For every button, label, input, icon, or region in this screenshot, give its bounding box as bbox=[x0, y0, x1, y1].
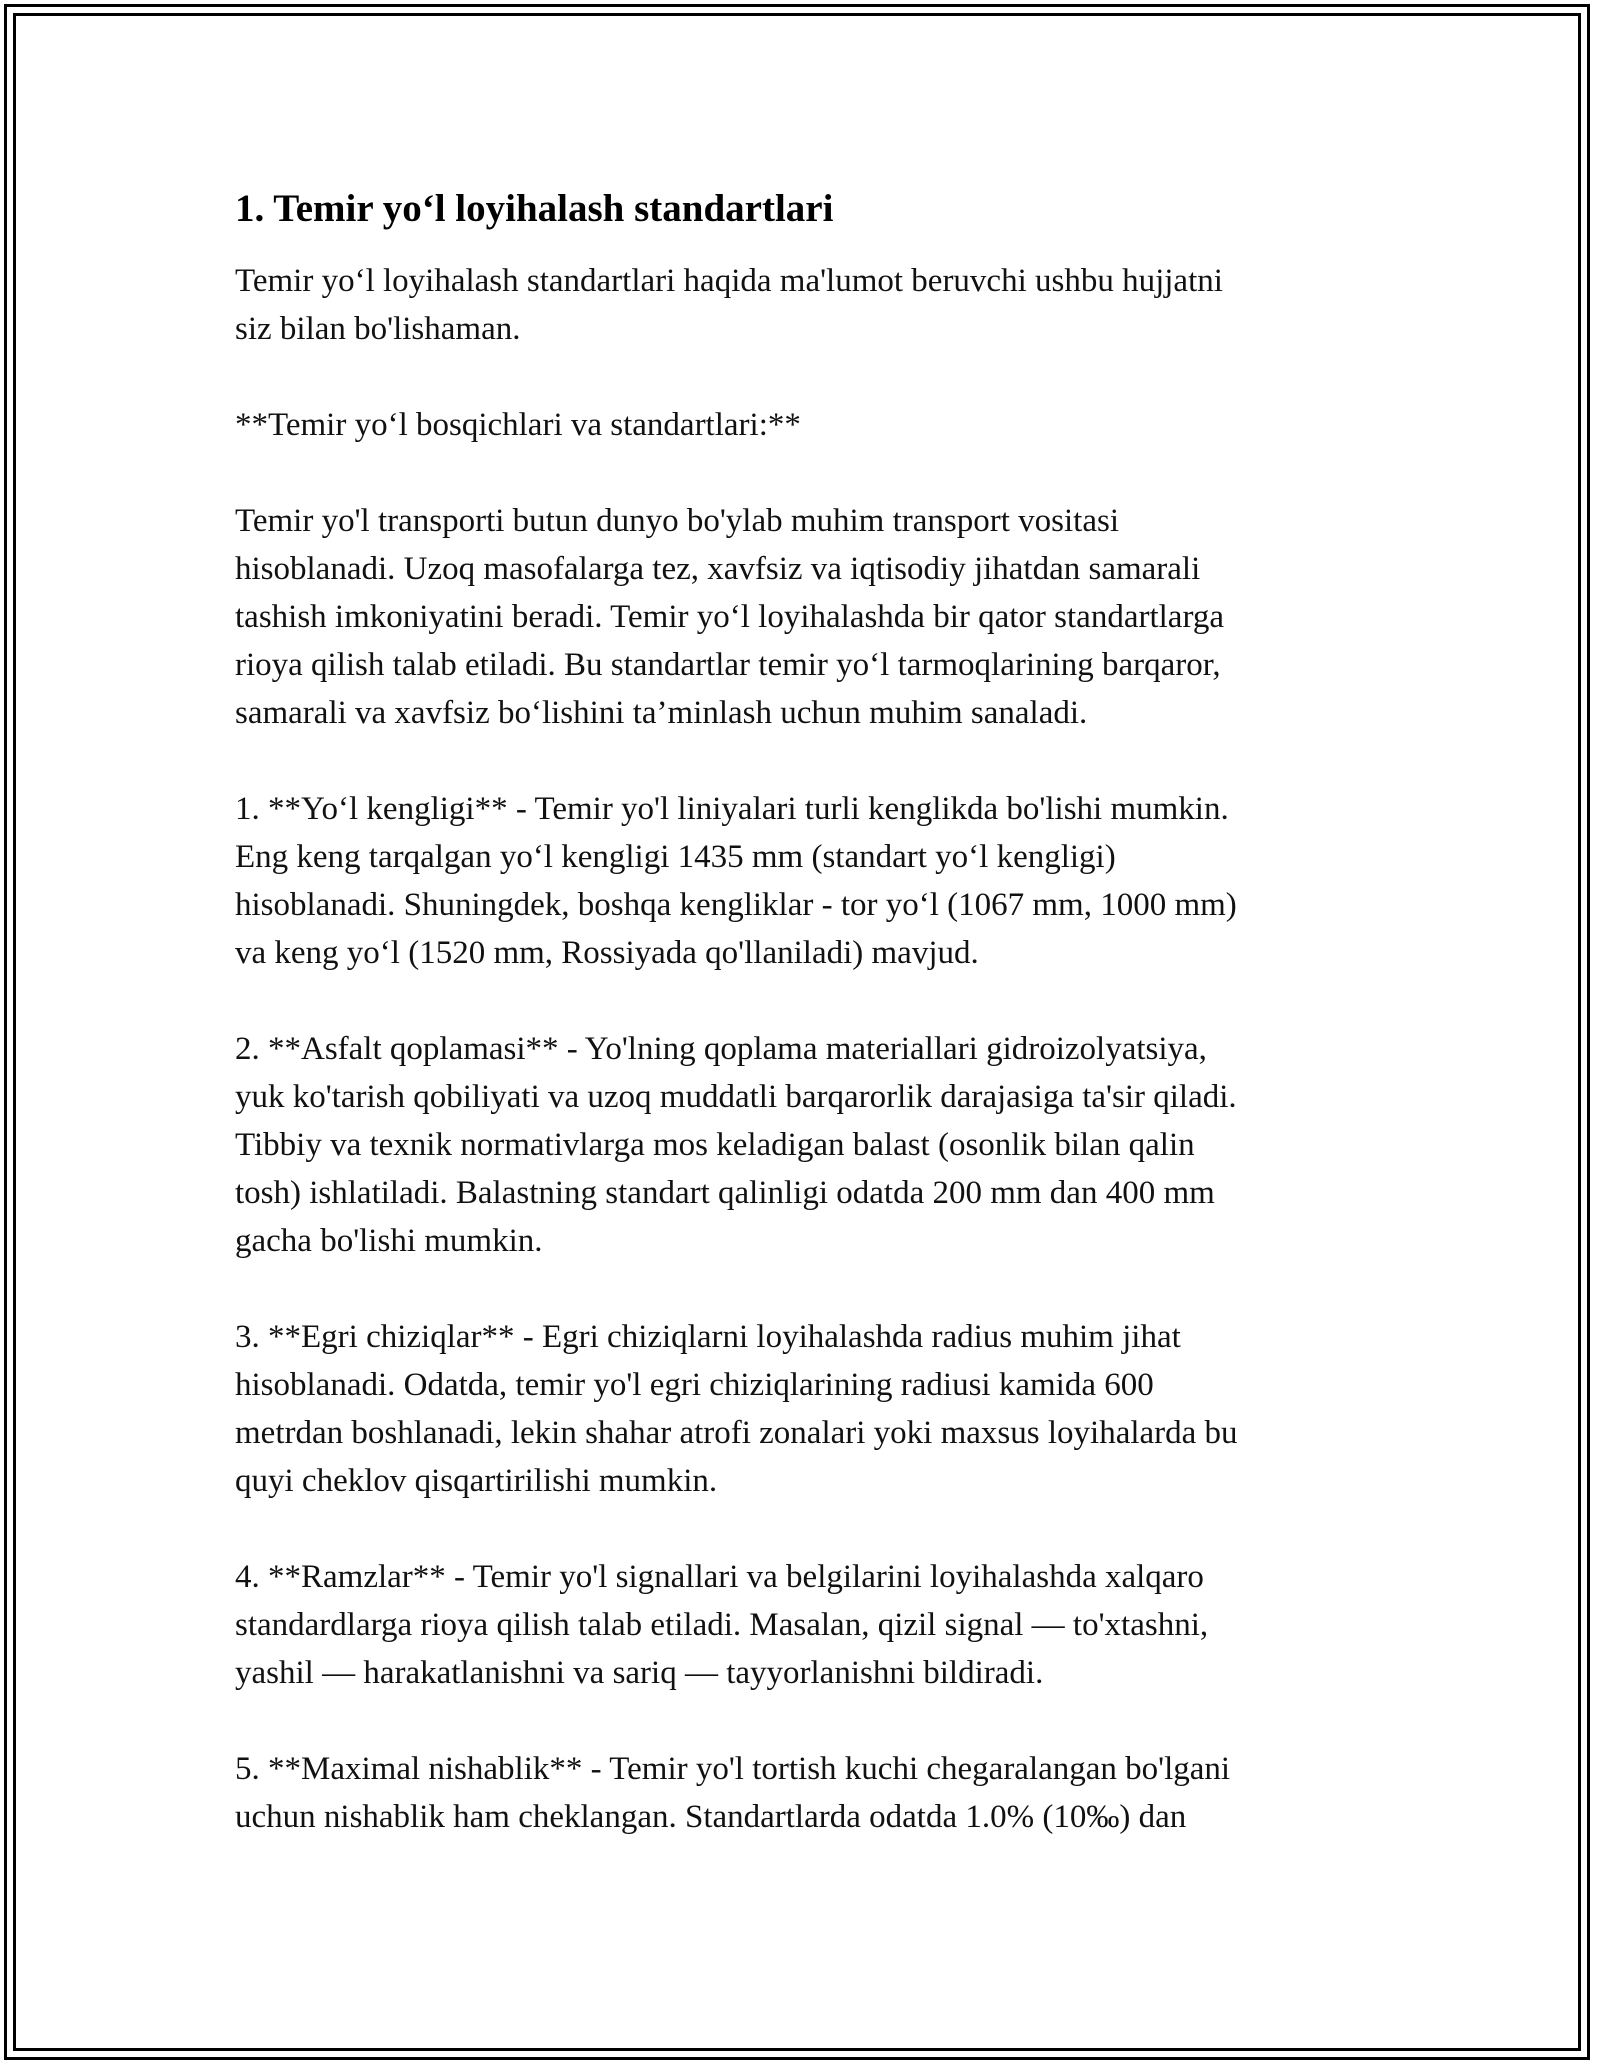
list-item-gradient: 5. **Maximal nishablik** - Temir yo'l tortish kuchi chegaralangan bo'lgani uchun nishablik ham cheklangan. Standartlarda odatda 1.0% (10‰) dan bbox=[235, 1751, 1231, 1835]
section-heading-paragraph: **Temir yo‘l bosqichlari va standartlari:** bbox=[235, 407, 801, 443]
intro-paragraph: Temir yo‘l loyihalash standartlari haqida ma'lumot beruvchi ushbu hujjatni siz bilan bo'lishaman. bbox=[235, 263, 1223, 347]
list-item-signals: 4. **Ramzlar** - Temir yo'l signallari va belgilarini loyihalashda xalqaro standardlarga rioya qilish talab etiladi. Masalan, qizil signal — to'xtashni, yashil — harakatlanishni va sariq — tayyorlanishni bildiradi. bbox=[235, 1559, 1209, 1691]
document-body bbox=[235, 185, 1365, 1841]
list-item-curves: 3. **Egri chiziqlar** - Egri chiziqlarni loyihalashda radius muhim jihat hisoblanadi. Odatda, temir yo'l egri chiziqlarining radiusi kamida 600 metrdan boshlanadi, lekin shahar atrofi zonalari yoki maxsus loyihalarda bu quyi cheklov qisqartirilishi mumkin. bbox=[235, 1319, 1238, 1499]
overview-paragraph: Temir yo'l transporti butun dunyo bo'ylab muhim transport vositasi hisoblanadi. Uzoq masofalarga tez, xavfsiz va iqtisodiy jihatdan samarali tashish imkoniyatini beradi. Temir yo‘l loyihalashda bir qator standartlarga rioya qilish talab etiladi. Bu standartlar temir yo‘l tarmoqlarining barqaror, samarali va xavfsiz bo‘lishini ta’minlash uchun muhim sanaladi. bbox=[235, 503, 1224, 731]
list-item-ballast: 2. **Asfalt qoplamasi** - Yo'lning qoplama materiallari gidroizolyatsiya, yuk ko'tarish qobiliyati va uzoq muddatli barqarorlik darajasiga ta'sir qiladi. Tibbiy va texnik normativlarga mos keladigan balast (osonlik bilan qalin tosh) ishlatiladi. Balastning standart qalinligi odatda 200 mm dan 400 mm gacha bo'lishi mumkin. bbox=[235, 1031, 1237, 1259]
document-title: 1. Temir yo‘l loyihalash standartlari bbox=[235, 187, 834, 230]
list-item-track-gauge: 1. **Yo‘l kengligi** - Temir yo'l liniyalari turli kenglikda bo'lishi mumkin. Eng keng tarqalgan yo‘l kengligi 1435 mm (standart yo‘l kengligi) hisoblanadi. Shuningdek, boshqa kengliklar - tor yo‘l (1067 mm, 1000 mm) va keng yo‘l (1520 mm, Rossiyada qo'llaniladi) mavjud. bbox=[235, 791, 1237, 971]
